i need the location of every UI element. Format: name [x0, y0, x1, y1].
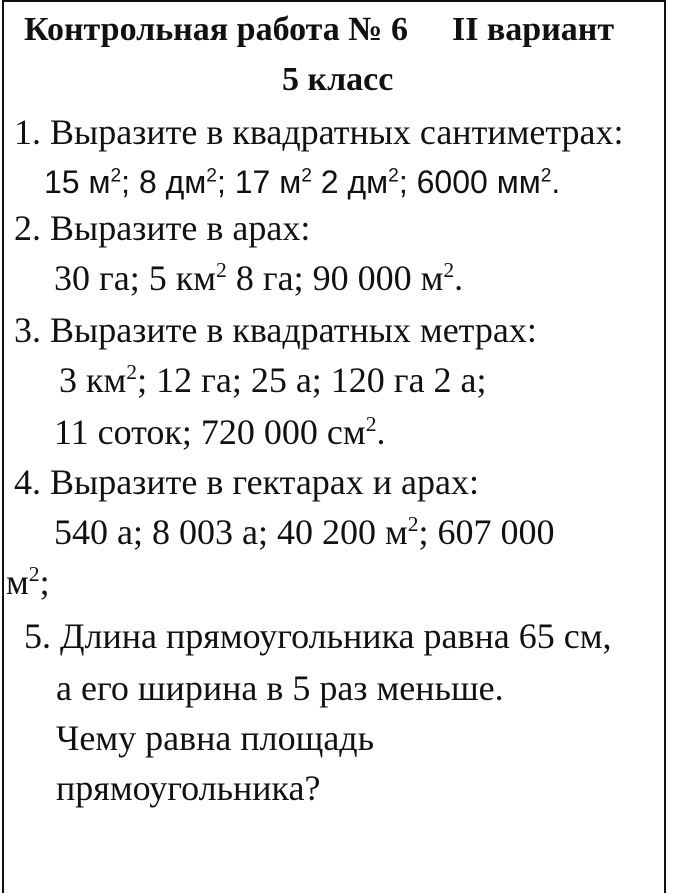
- task-4-prompt: 4. Выразите в гектарах и арах:: [14, 462, 480, 502]
- task-4-values-line1: 540 а; 8 003 а; 40 200 $м^2$; 607 000: [54, 512, 555, 552]
- task-5-line1: 5. Длина прямоугольника равна 65 см,: [24, 616, 612, 656]
- task-5-line2: а его ширина в 5 раз меньше.: [56, 668, 504, 708]
- task-1-values: 15 $м^2$; 8 $дм^2$; 17 $м^2$ 2 $дм^2$; 6000 $мм^2$.: [44, 164, 561, 200]
- task-3-values-line2: 11 соток; 720 000 $см^2$.: [54, 412, 386, 452]
- worksheet-title: Контрольная работа № 6: [24, 11, 408, 48]
- task-5-line4: прямоугольника?: [56, 768, 321, 808]
- worksheet: [2, 0, 666, 893]
- grade-label: 5 класс: [282, 61, 394, 98]
- task-4-values-line2: $м^2$;: [6, 562, 50, 602]
- title-line: [24, 10, 614, 50]
- task-3-values-line1: 3 $км^2$; 12 га; 25 а; 120 га 2 а;: [59, 360, 487, 400]
- task-3-prompt: 3. Выразите в квадратных метрах:: [14, 310, 537, 350]
- variant-label: II вариант: [451, 11, 615, 48]
- task-2-prompt: 2. Выразите в арах:: [14, 208, 311, 248]
- task-2-values: 30 га; 5 $км^2$ 8 га; 90 000 $м^2$.: [54, 258, 464, 298]
- task-5-line3: Чему равна площадь: [56, 718, 375, 758]
- task-1-prompt: 1. Выразите в квадратных сантиметрах:: [14, 112, 624, 152]
